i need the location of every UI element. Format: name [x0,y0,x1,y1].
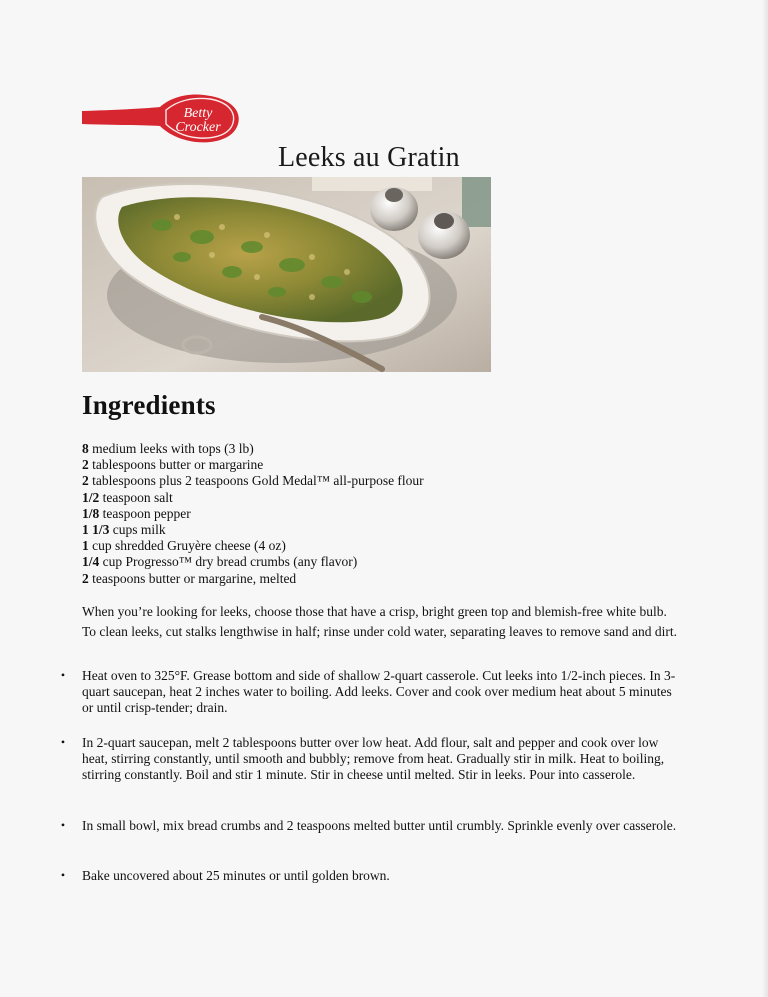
betty-crocker-logo-icon [82,94,242,144]
direction-step [60,735,682,782]
bullet-icon: • [60,818,66,832]
ingredients-list [82,441,424,587]
ingredient-qty: 1/8 [82,505,100,521]
ingredient-item [82,457,424,473]
direction-step [60,818,682,834]
scan-edge-shadow [762,0,768,997]
ingredient-item [82,473,424,489]
ingredient-text: teaspoon pepper [99,505,191,521]
direction-step [60,868,682,884]
direction-step [60,668,682,715]
ingredient-qty: 1 1/3 [82,522,110,538]
ingredient-item [82,522,424,538]
ingredient-item [82,490,424,506]
ingredient-item [82,571,424,587]
ingredient-text: teaspoons butter or margarine, melted [88,570,297,586]
direction-text: In 2-quart saucepan, melt 2 tablespoons butter over low heat. Add flour, salt and pepper and cook over low heat, stirring constantly, until smooth and bubbly; remove from heat. Gradually stir in milk. Heat to boiling, stirring constantly. Boil and stir 1 minute. Stir in cheese until melted. Stir in leeks. Pour into casserole. [82,735,665,782]
ingredient-qty: 8 [82,441,89,456]
bullet-icon: • [60,868,66,882]
ingredient-item [82,554,424,570]
bullet-icon: • [60,735,66,749]
ingredient-qty: 2 [82,473,89,489]
ingredient-text: cup shredded Gruyère cheese (4 oz) [88,538,286,554]
ingredient-qty: 1 [82,538,89,554]
ingredient-text: teaspoon salt [99,489,173,505]
leeks-au-gratin-casserole-photo [82,177,491,372]
logo-text-line-2: Crocker [175,120,221,135]
ingredient-text: cup Progresso™ dry bread crumbs (any flavor) [99,554,358,570]
ingredient-text: cups milk [109,522,166,538]
logo-text-line-1: Betty [183,106,213,121]
ingredient-item [82,506,424,522]
bullet-icon: • [60,668,66,682]
direction-text: In small bowl, mix bread crumbs and 2 teaspoons melted butter until crumbly. Sprinkle evenly over casserole. [82,818,677,833]
ingredient-item [82,441,424,457]
ingredients-heading: Ingredients [82,390,216,420]
ingredient-qty: 1/4 [82,554,100,570]
ingredient-qty: 1/2 [82,489,100,505]
ingredient-qty: 2 [82,570,89,586]
ingredient-text: medium leeks with tops (3 lb) [88,441,254,456]
ingredient-text: tablespoons butter or margarine [88,457,264,473]
ingredient-qty: 2 [82,457,89,473]
leek-tip-paragraph: When you’re looking for leeks, choose those that have a crisp, bright green top and blemish-free white bulb. To clean leeks, cut stalks lengthwise in half; rinse under cold water, separating leaves to remove sand and dirt. [82,604,677,639]
ingredient-item [82,538,424,554]
direction-text: Bake uncovered about 25 minutes or until golden brown. [82,868,390,883]
ingredient-text: tablespoons plus 2 teaspoons Gold Medal™ all-purpose flour [88,473,424,489]
direction-text: Heat oven to 325°F. Grease bottom and side of shallow 2-quart casserole. Cut leeks into 1/2-inch pieces. In 3-quart saucepan, heat 2 inches water to boiling. Add leeks. Cover and cook over medium heat about 5 minutes or until crisp-tender; drain. [82,668,676,715]
recipe-title: Leeks au Gratin [278,142,460,173]
